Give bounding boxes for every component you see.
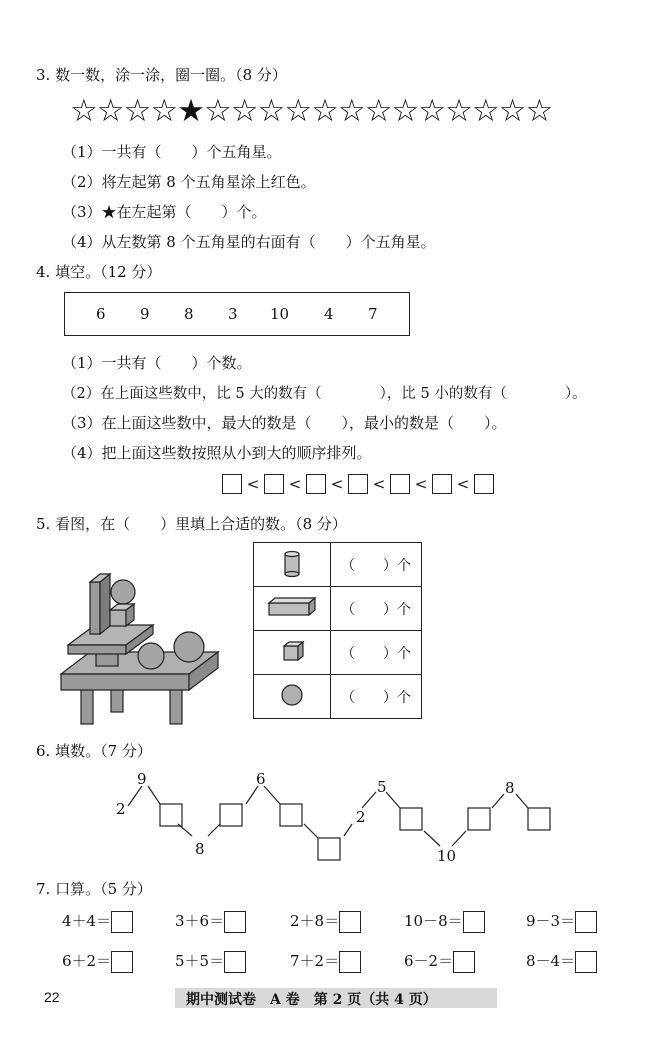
count-blank[interactable]: （ ）个 (331, 587, 422, 631)
less-than-sign: < (246, 475, 260, 493)
calc-item: 6＋2＝ (62, 950, 133, 973)
q3-item-4: （4）从左数第 8 个五角星的右面有（ ）个五角星。 (62, 233, 436, 251)
number-zigzag (100, 768, 570, 868)
q4-item-3: （3）在上面这些数中，最大的数是（ ），最小的数是（ ）。 (62, 414, 507, 432)
answer-box[interactable] (463, 911, 485, 933)
number-item: 6 (96, 305, 106, 323)
q4-item-2: （2）在上面这些数中，比 5 大的数有（ ），比 5 小的数有（ ）。 (62, 386, 587, 402)
q5-title: 5. 看图，在（ ）里填上合适的数。（8 分） (36, 515, 347, 533)
less-than-sign: < (372, 475, 386, 493)
star-row (70, 93, 552, 129)
q4-item-1: （1）一共有（ ）个数。 (62, 354, 252, 372)
calc-item: 2＋8＝ (290, 910, 361, 933)
answer-box[interactable] (224, 951, 246, 973)
calc-item: 8－4＝ (526, 950, 597, 973)
zigzag-label: 8 (195, 840, 205, 858)
answer-box[interactable] (575, 951, 597, 973)
answer-box[interactable] (306, 474, 326, 494)
zigzag-label: 2 (116, 800, 126, 818)
count-blank[interactable]: （ ）个 (331, 631, 422, 675)
q3-item-2: （2）将左起第 8 个五角星涂上红色。 (62, 173, 316, 191)
calc-item: 4＋4＝ (62, 910, 133, 933)
sphere-icon (254, 675, 331, 719)
zigzag-label: 8 (505, 779, 515, 797)
number-item: 9 (140, 305, 150, 323)
answer-box[interactable] (453, 951, 475, 973)
q3-item-1: （1）一共有（ ）个五角星。 (62, 143, 282, 161)
answer-box[interactable] (474, 474, 494, 494)
cube-icon (254, 631, 331, 675)
table-row (254, 675, 422, 719)
page-number: 22 (44, 989, 60, 1005)
answer-box[interactable] (264, 474, 284, 494)
answer-box[interactable] (348, 474, 368, 494)
zigzag-label: 9 (137, 770, 147, 788)
zigzag-label: 6 (256, 770, 266, 788)
less-than-sign: < (456, 475, 470, 493)
ordering-row (222, 474, 494, 494)
answer-box[interactable] (575, 911, 597, 933)
calc-item: 9－3＝ (526, 910, 597, 933)
table-row (254, 631, 422, 675)
answer-box[interactable] (111, 911, 133, 933)
shapes-illustration (58, 570, 223, 728)
star-filled-icon: ★ (177, 93, 204, 129)
calc-item: 5＋5＝ (175, 950, 246, 973)
answer-box[interactable] (339, 911, 361, 933)
answer-box[interactable] (339, 951, 361, 973)
number-item: 4 (324, 305, 334, 323)
q7-title: 7. 口算。（5 分） (36, 880, 152, 898)
calc-item: 10－8＝ (404, 910, 485, 933)
number-item: 8 (184, 305, 194, 323)
stars-outline-right: ☆☆☆☆☆☆☆☆☆☆☆☆☆ (203, 93, 553, 129)
calc-item: 7＋2＝ (290, 950, 361, 973)
less-than-sign: < (330, 475, 344, 493)
answer-box[interactable] (390, 474, 410, 494)
q4-item-4: （4）把上面这些数按照从小到大的顺序排列。 (62, 444, 372, 462)
count-blank[interactable]: （ ）个 (331, 543, 422, 587)
less-than-sign: < (288, 475, 302, 493)
q4-title: 4. 填空。（12 分） (36, 263, 162, 281)
q6-title: 6. 填数。（7 分） (36, 742, 152, 760)
cuboid-icon (254, 587, 331, 631)
q3-title: 3. 数一数，涂一涂，圈一圈。（8 分） (36, 66, 287, 84)
answer-box[interactable] (432, 474, 452, 494)
number-item: 3 (228, 305, 238, 323)
calc-item: 3＋6＝ (175, 910, 246, 933)
table-row (254, 587, 422, 631)
number-box (64, 292, 410, 336)
footer-caption: 期中测试卷 A 卷 第 2 页（共 4 页） (186, 992, 437, 1008)
q3-item-3: （3）★在左起第（ ）个。 (62, 203, 267, 221)
number-item: 10 (270, 305, 290, 323)
shape-count-table (253, 542, 422, 719)
stars-outline-left: ☆☆☆☆ (70, 93, 178, 129)
zigzag-label: 2 (356, 808, 366, 826)
number-item: 7 (368, 305, 378, 323)
less-than-sign: < (414, 475, 428, 493)
zigzag-label: 10 (437, 847, 457, 865)
count-blank[interactable]: （ ）个 (331, 675, 422, 719)
answer-box[interactable] (224, 911, 246, 933)
table-row (254, 543, 422, 587)
cylinder-icon (254, 543, 331, 587)
answer-box[interactable] (222, 474, 242, 494)
zigzag-label: 5 (377, 778, 387, 796)
calc-item: 6－2＝ (404, 950, 475, 973)
answer-box[interactable] (111, 951, 133, 973)
